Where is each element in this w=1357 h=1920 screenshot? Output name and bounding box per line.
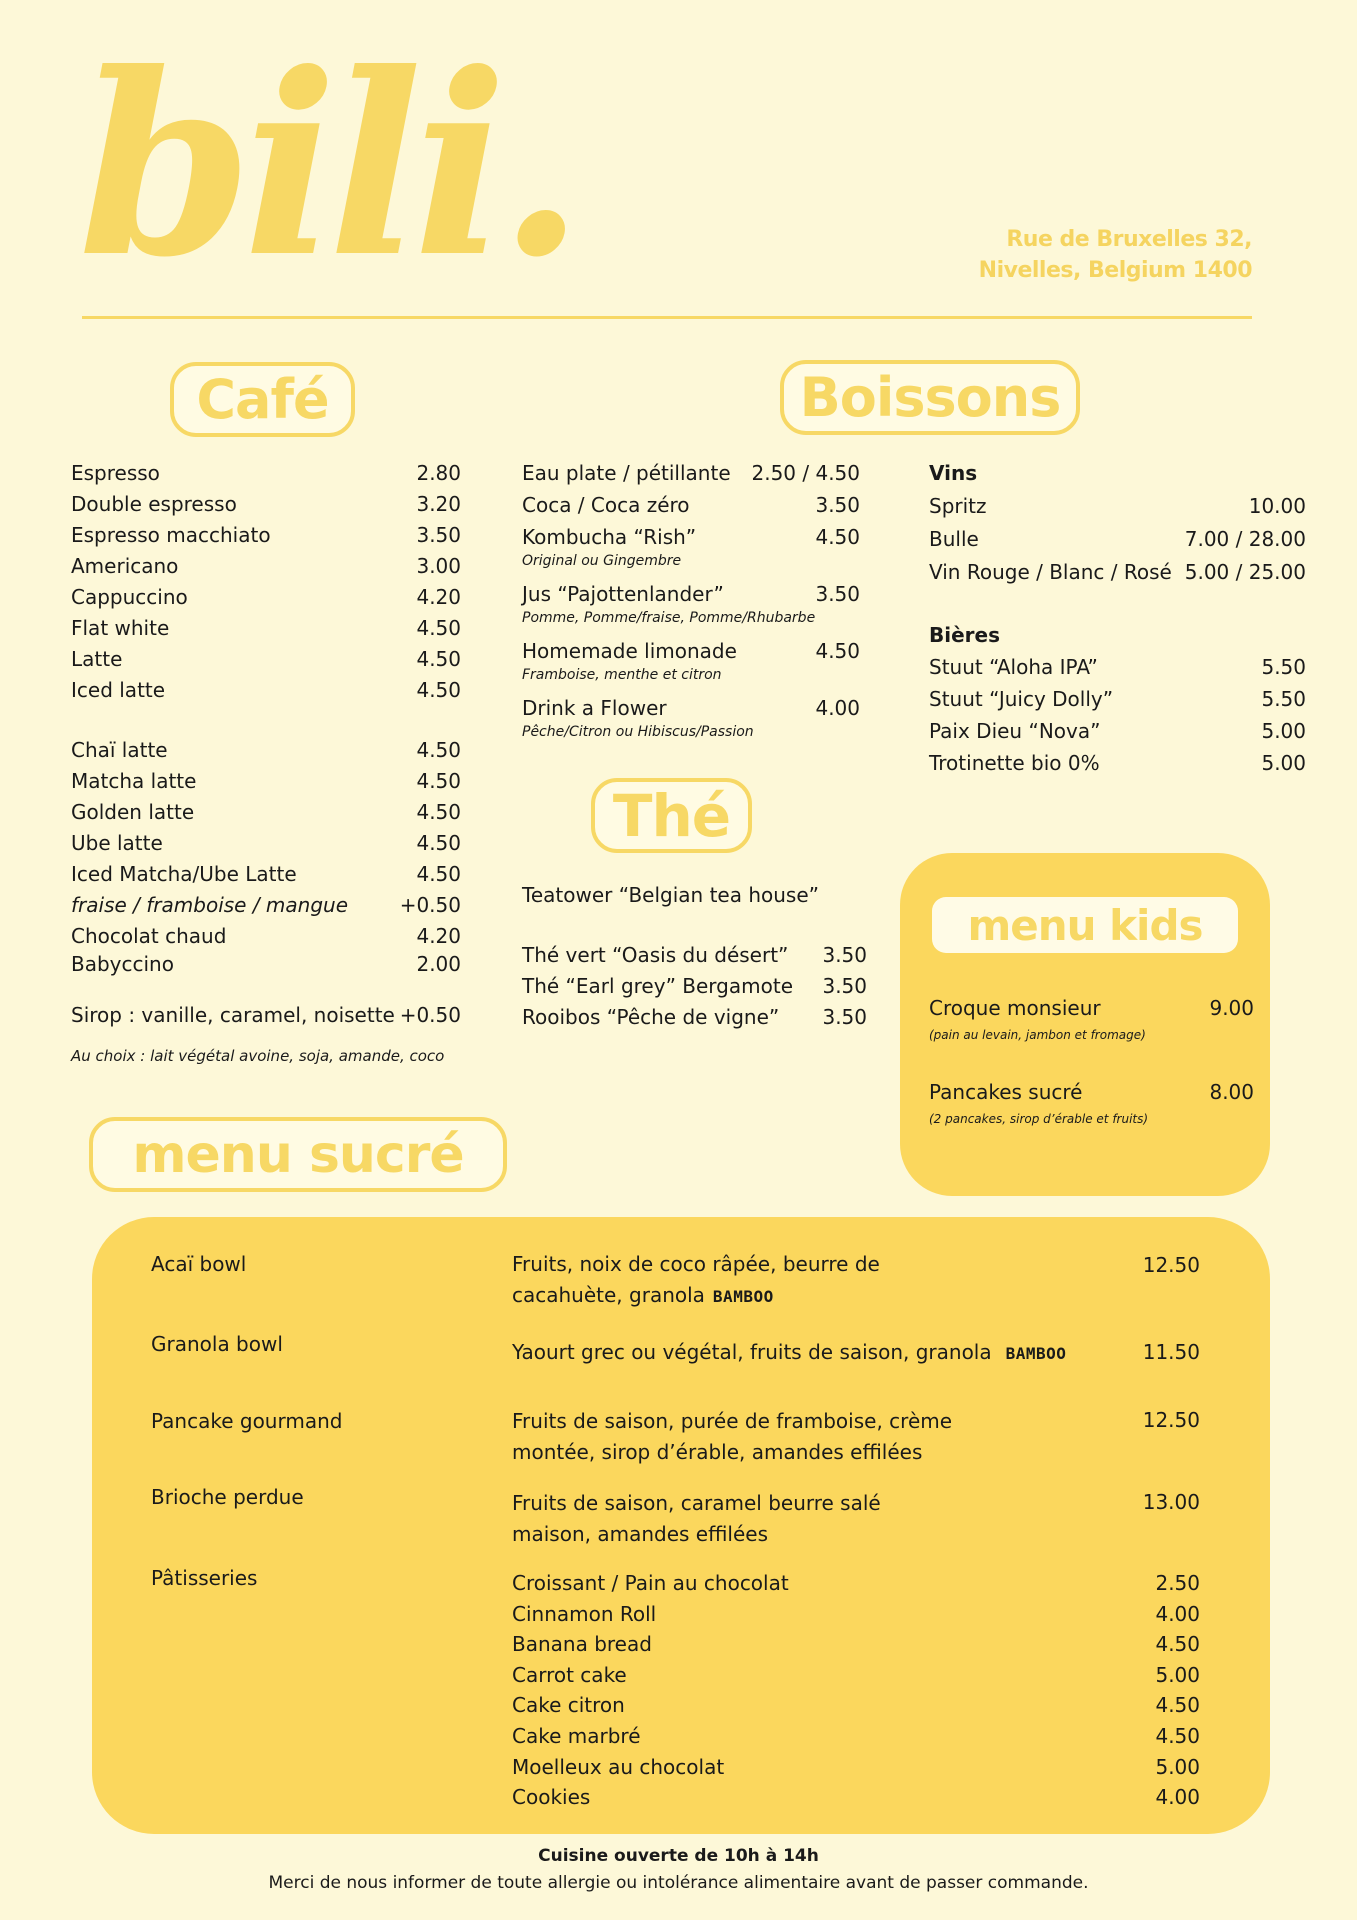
item-name: Thé “Earl grey” Bergamote <box>522 974 793 998</box>
item-name: Jus “Pajottenlander” <box>522 582 724 606</box>
menu-item <box>512 1632 1200 1663</box>
item-name: Pancake gourmand <box>151 1409 343 1433</box>
item-price: 11.50 <box>1142 1340 1200 1364</box>
item-price: 4.00 <box>1155 1785 1200 1810</box>
item-price: 3.20 <box>416 492 461 516</box>
item-description: (pain au levain, jambon et fromage) <box>929 1028 1146 1042</box>
menu-item <box>512 1724 1200 1755</box>
item-description: Pêche/Citron ou Hibiscus/Passion <box>522 724 754 740</box>
menu-item <box>522 943 867 974</box>
description-line: montée, sirop d’érable, amandes effilées <box>512 1440 923 1464</box>
item-price: 3.50 <box>416 523 461 547</box>
item-price: 4.20 <box>416 924 461 948</box>
item-name: Stuut “Juicy Dolly” <box>929 687 1114 711</box>
item-name: Chocolat chaud <box>71 924 227 948</box>
item-price: 2.80 <box>416 461 461 485</box>
menu-item <box>929 494 1306 527</box>
item-description <box>512 1406 952 1468</box>
menu-item <box>522 525 860 552</box>
menu-item <box>929 560 1306 593</box>
kids-list <box>929 996 1254 1130</box>
item-price: 3.50 <box>822 1005 867 1029</box>
item-name: Cookies <box>512 1785 591 1810</box>
menu-item <box>512 1785 1200 1816</box>
description-text: cacahuète, granola <box>512 1283 705 1307</box>
item-price: 5.50 <box>1261 687 1306 711</box>
patisseries-list <box>512 1571 1200 1816</box>
item-name: Americano <box>71 554 179 578</box>
item-name: Croissant / Pain au chocolat <box>512 1571 789 1595</box>
header-divider <box>82 316 1252 319</box>
description-line <box>512 1280 880 1312</box>
item-name: Chaï latte <box>71 738 168 762</box>
menu-item <box>71 924 461 952</box>
item-name: Iced Matcha/Ube Latte <box>71 862 297 886</box>
item-name: Banana bread <box>512 1632 652 1657</box>
description-line: Fruits de saison, caramel beurre salé <box>512 1491 881 1515</box>
item-name: Pâtisseries <box>151 1566 258 1590</box>
item-price: 13.00 <box>1142 1490 1200 1514</box>
description-text: Yaourt grec ou végétal, fruits de saison, granola <box>512 1340 992 1364</box>
alcohol-list <box>929 461 1306 783</box>
menu-item <box>929 1080 1254 1110</box>
item-price: 2.50 / 4.50 <box>751 461 860 485</box>
item-price: 4.50 <box>416 616 461 640</box>
cafe-list <box>71 461 461 1067</box>
item-name: Stuut “Aloha IPA” <box>929 655 1098 679</box>
item-name: Pancakes sucré <box>929 1080 1083 1104</box>
item-price: 5.00 <box>1155 1662 1200 1687</box>
menu-item <box>929 719 1306 751</box>
item-price: 3.00 <box>416 554 461 578</box>
item-price: 4.00 <box>815 696 860 720</box>
item-name: Sirop : vanille, caramel, noisette <box>71 1003 395 1027</box>
menu-item <box>512 1755 1200 1786</box>
item-name: Iced latte <box>71 678 166 702</box>
menu-item <box>522 461 860 493</box>
menu-item <box>522 696 860 723</box>
the-list <box>522 883 867 1036</box>
item-description <box>512 1488 881 1550</box>
item-price: 3.50 <box>822 974 867 998</box>
address-line-2: Nivelles, Belgium 1400 <box>978 258 1252 283</box>
bamboo-logo: BAMBOO <box>712 1287 774 1306</box>
item-description: Framboise, menthe et citron <box>522 667 722 683</box>
menu-item <box>71 769 461 800</box>
item-price: 4.50 <box>416 647 461 671</box>
menu-item <box>71 1003 461 1047</box>
section-title-the: Thé <box>591 778 752 853</box>
item-name: Matcha latte <box>71 769 197 793</box>
menu-item <box>71 738 461 769</box>
menu-item <box>71 554 461 585</box>
bamboo-logo: BAMBOO <box>1005 1344 1067 1363</box>
description-line: Fruits, noix de coco râpée, beurre de <box>512 1252 880 1276</box>
menu-item <box>512 1663 1200 1694</box>
menu-item <box>512 1693 1200 1724</box>
item-price: 3.50 <box>822 943 867 967</box>
item-price: 4.50 <box>416 831 461 855</box>
item-description: Original ou Gingembre <box>522 553 682 569</box>
item-name: Granola bowl <box>151 1332 283 1356</box>
menu-item <box>71 952 461 983</box>
item-price: 2.00 <box>416 952 461 976</box>
item-price: 4.50 <box>416 738 461 762</box>
address-line-1: Rue de Bruxelles 32, <box>1006 227 1252 252</box>
item-price: 4.50 <box>1155 1693 1200 1718</box>
item-description <box>512 1340 1066 1364</box>
menu-item <box>522 639 860 666</box>
item-price: 9.00 <box>1209 996 1254 1020</box>
menu-item <box>71 678 461 709</box>
menu-item <box>512 1571 1200 1602</box>
item-price: 4.50 <box>815 639 860 663</box>
item-price: 7.00 / 28.00 <box>1184 527 1306 551</box>
item-description: Pomme, Pomme/fraise, Pomme/Rhubarbe <box>522 610 816 626</box>
item-price: 5.00 / 25.00 <box>1184 560 1306 584</box>
menu-item <box>929 655 1306 687</box>
item-price: 4.50 <box>815 525 860 549</box>
item-name: Bulle <box>929 527 979 551</box>
item-name: Flat white <box>71 616 170 640</box>
item-description: (2 pancakes, sirop d’érable et fruits) <box>929 1112 1149 1126</box>
menu-item <box>71 492 461 523</box>
item-name: Moelleux au chocolat <box>512 1754 725 1779</box>
menu-item <box>522 974 867 1005</box>
item-name: Babyccino <box>71 952 174 976</box>
item-name: Eau plate / pétillante <box>522 461 731 485</box>
item-price: 4.20 <box>416 585 461 609</box>
item-name: Homemade limonade <box>522 639 737 663</box>
item-name: Acaï bowl <box>151 1252 247 1276</box>
menu-item <box>71 616 461 647</box>
menu-item <box>71 862 461 893</box>
menu-item <box>929 687 1306 719</box>
item-name: Trotinette bio 0% <box>929 751 1100 775</box>
item-name: Latte <box>71 647 123 671</box>
item-price: 4.50 <box>416 862 461 886</box>
item-name: Cinnamon Roll <box>512 1601 657 1626</box>
menu-item <box>71 585 461 616</box>
item-price: 4.50 <box>416 800 461 824</box>
item-name: Brioche perdue <box>151 1485 304 1509</box>
item-name: Carrot cake <box>512 1662 627 1687</box>
description-line: maison, amandes effilées <box>512 1522 769 1546</box>
item-price: 12.50 <box>1142 1408 1200 1432</box>
item-name: Espresso <box>71 461 160 485</box>
menu-item <box>929 996 1254 1026</box>
item-price: 5.00 <box>1261 751 1306 775</box>
item-price: 12.50 <box>1142 1253 1200 1277</box>
section-title-menu-kids: menu kids <box>932 897 1238 953</box>
item-price: 3.50 <box>815 493 860 517</box>
item-price: 2.50 <box>1155 1571 1200 1595</box>
bieres-title: Bières <box>929 623 1000 647</box>
menu-item <box>512 1602 1200 1633</box>
menu-item <box>522 582 860 609</box>
item-name: Double espresso <box>71 492 237 516</box>
item-name: Cake citron <box>512 1693 625 1718</box>
item-name: Paix Dieu “Nova” <box>929 719 1101 743</box>
menu-item <box>71 893 461 924</box>
item-name: Spritz <box>929 494 987 518</box>
item-price: 4.00 <box>1155 1601 1200 1626</box>
item-name: Cake marbré <box>512 1723 641 1748</box>
menu-item <box>71 647 461 678</box>
item-description <box>512 1249 880 1312</box>
kitchen-hours: Cuisine ouverte de 10h à 14h <box>538 1846 819 1866</box>
item-price: 10.00 <box>1248 494 1306 518</box>
item-price: +0.50 <box>399 1003 461 1027</box>
section-title-menu-sucre: menu sucré <box>89 1117 507 1192</box>
item-price: 4.50 <box>1155 1632 1200 1657</box>
item-name: fraise / framboise / mangue <box>71 893 349 917</box>
item-name: Coca / Coca zéro <box>522 493 690 517</box>
item-price: 4.50 <box>416 769 461 793</box>
menu-item <box>929 527 1306 560</box>
menu-item <box>71 523 461 554</box>
cafe-note: Au choix : lait végétal avoine, soja, amande, coco <box>71 1047 445 1065</box>
item-name: Drink a Flower <box>522 696 667 720</box>
menu-item <box>522 493 860 525</box>
item-name: Rooibos “Pêche de vigne” <box>522 1005 780 1029</box>
item-price: 4.50 <box>416 678 461 702</box>
vins-title: Vins <box>929 461 978 485</box>
item-name: Thé vert “Oasis du désert” <box>522 943 789 967</box>
item-name: Ube latte <box>71 831 163 855</box>
menu-item <box>522 1005 867 1036</box>
item-name: Cappuccino <box>71 585 188 609</box>
item-price: 8.00 <box>1209 1080 1254 1104</box>
item-name: Vin Rouge / Blanc / Rosé <box>929 560 1172 584</box>
item-name: Golden latte <box>71 800 195 824</box>
teatower-label: Teatower “Belgian tea house” <box>522 883 820 907</box>
menu-item <box>71 831 461 862</box>
item-price: 5.50 <box>1261 655 1306 679</box>
item-price: +0.50 <box>399 893 461 917</box>
address <box>979 224 1252 286</box>
section-title-cafe: Café <box>170 362 355 437</box>
item-price: 3.50 <box>815 582 860 606</box>
item-name: Espresso macchiato <box>71 523 271 547</box>
item-name: Croque monsieur <box>929 996 1101 1020</box>
logo: bili. <box>78 18 575 312</box>
description-line: Fruits de saison, purée de framboise, crème <box>512 1409 953 1433</box>
item-price: 5.00 <box>1155 1754 1200 1779</box>
menu-item <box>929 751 1306 783</box>
allergy-notice: Merci de nous informer de toute allergie ou intolérance alimentaire avant de passer commande. <box>268 1873 1089 1893</box>
section-title-boissons: Boissons <box>780 360 1080 435</box>
item-price: 5.00 <box>1261 719 1306 743</box>
item-name: Kombucha “Rish” <box>522 525 697 549</box>
menu-item <box>71 800 461 831</box>
item-price: 4.50 <box>1155 1723 1200 1748</box>
menu-item <box>71 461 461 492</box>
softs-list <box>522 461 860 743</box>
